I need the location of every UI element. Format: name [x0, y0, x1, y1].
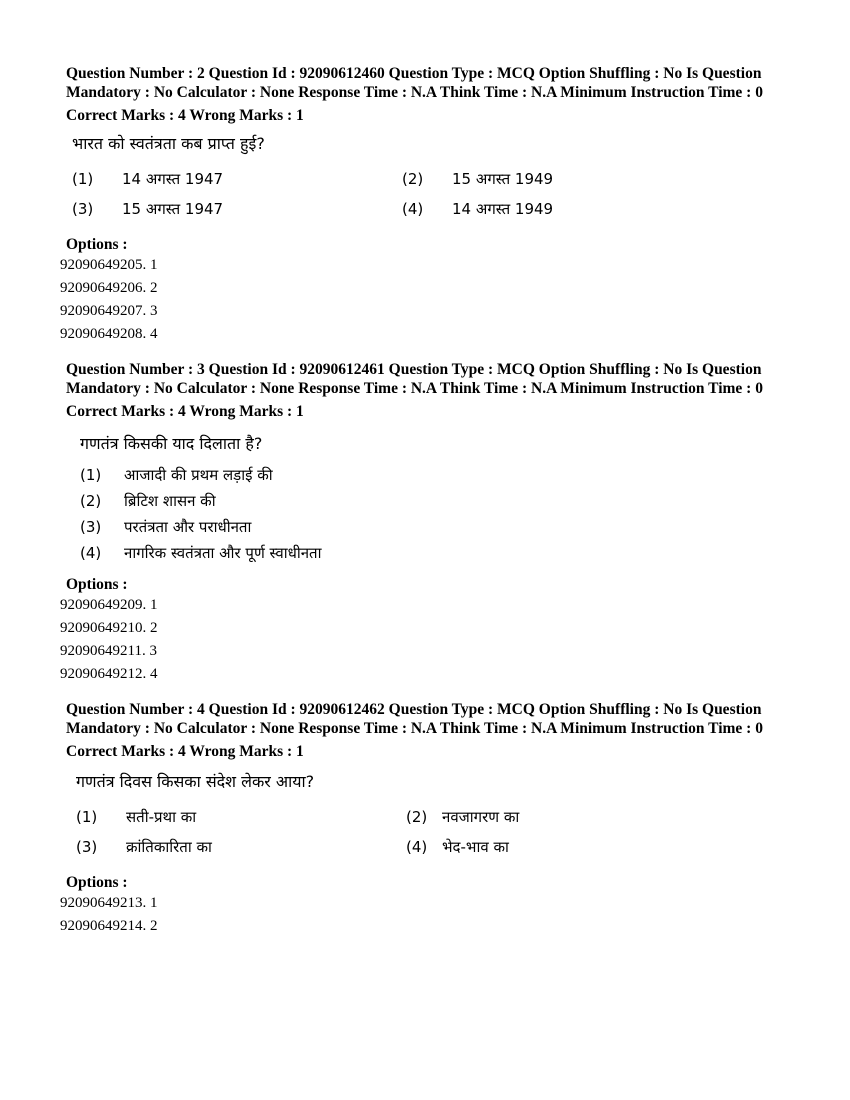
options-label: Options :: [66, 576, 128, 593]
choice-2: [402, 169, 732, 189]
question-block-4: [60, 700, 766, 938]
choice-text: परतंत्रता और पराधीनता: [124, 518, 252, 536]
option-id: 92090649212. 4: [60, 666, 158, 682]
option-id: 92090649208. 4: [60, 326, 158, 342]
options-label: Options :: [66, 874, 128, 891]
choices-grid: [76, 807, 766, 857]
choice-number: (3): [80, 518, 102, 536]
choice-number: (3): [72, 200, 94, 218]
question-paper: [60, 64, 766, 952]
choice-text: 15 अगस्त 1947: [122, 200, 224, 218]
choice-text: भेद-भाव का: [442, 838, 509, 856]
choice-text: 15 अगस्त 1949: [452, 170, 554, 188]
choice-number: (2): [80, 492, 102, 510]
option-id: 92090649209. 1: [60, 597, 158, 613]
choice-text: आजादी की प्रथम लड़ाई की: [124, 466, 273, 484]
choice-text: ब्रिटिश शासन की: [124, 492, 216, 510]
question-marks: Correct Marks : 4 Wrong Marks : 1: [66, 107, 304, 124]
option-id-list: [60, 254, 766, 346]
choice-3: [80, 517, 766, 537]
choices-grid: [72, 169, 766, 219]
question-text: गणतंत्र दिवस किसका संदेश लेकर आया?: [76, 772, 315, 791]
choice-number: (2): [402, 170, 424, 188]
option-id: 92090649207. 3: [60, 303, 158, 319]
choice-number: (1): [76, 808, 98, 826]
choice-1: [72, 169, 402, 189]
option-id: 92090649214. 2: [60, 918, 158, 934]
question-meta: Question Number : 2 Question Id : 92090612460 Question Type : MCQ Option Shuffling : No Is Question Mandatory : No Calculator : None Response Time : N.A Think Time : N.A Minimum Instruction Time : 0: [66, 65, 763, 101]
option-id: 92090649206. 2: [60, 280, 158, 296]
choice-number: (2): [406, 808, 428, 826]
choice-4: [406, 837, 736, 857]
choice-4: [402, 199, 732, 219]
choice-text: सती-प्रथा का: [126, 808, 197, 826]
option-id: 92090649213. 1: [60, 895, 158, 911]
question-text: भारत को स्वतंत्रता कब प्राप्त हुई?: [72, 134, 265, 153]
option-id: 92090649205. 1: [60, 257, 158, 273]
choice-4: [80, 543, 766, 563]
question-meta: Question Number : 4 Question Id : 92090612462 Question Type : MCQ Option Shuffling : No Is Question Mandatory : No Calculator : None Response Time : N.A Think Time : N.A Minimum Instruction Time : 0: [66, 701, 763, 737]
choice-number: (4): [80, 544, 102, 562]
question-marks: Correct Marks : 4 Wrong Marks : 1: [66, 743, 304, 760]
option-id: 92090649211. 3: [60, 643, 157, 659]
choice-3: [72, 199, 402, 219]
choice-3: [76, 837, 406, 857]
choice-number: (4): [406, 838, 428, 856]
options-label: Options :: [66, 236, 128, 253]
choices-list: [80, 465, 766, 563]
choice-number: (1): [80, 466, 102, 484]
choice-1: [76, 807, 406, 827]
choice-text: नागरिक स्वतंत्रता और पूर्ण स्वाधीनता: [124, 544, 322, 562]
choice-1: [80, 465, 766, 485]
question-block-3: [60, 360, 766, 686]
question-marks: Correct Marks : 4 Wrong Marks : 1: [66, 403, 304, 420]
choice-text: नवजागरण का: [442, 808, 520, 826]
question-meta: Question Number : 3 Question Id : 92090612461 Question Type : MCQ Option Shuffling : No Is Question Mandatory : No Calculator : None Response Time : N.A Think Time : N.A Minimum Instruction Time : 0: [66, 361, 763, 397]
choice-text: क्रांतिकारिता का: [126, 838, 212, 856]
option-id-list: [60, 892, 766, 938]
choice-number: (3): [76, 838, 98, 856]
choice-text: 14 अगस्त 1949: [452, 200, 554, 218]
question-text: गणतंत्र किसकी याद दिलाता है?: [80, 434, 263, 453]
choice-number: (1): [72, 170, 94, 188]
choice-text: 14 अगस्त 1947: [122, 170, 224, 188]
choice-2: [80, 491, 766, 511]
option-id-list: [60, 594, 766, 686]
question-block-2: [60, 64, 766, 346]
choice-2: [406, 807, 736, 827]
choice-number: (4): [402, 200, 424, 218]
option-id: 92090649210. 2: [60, 620, 158, 636]
